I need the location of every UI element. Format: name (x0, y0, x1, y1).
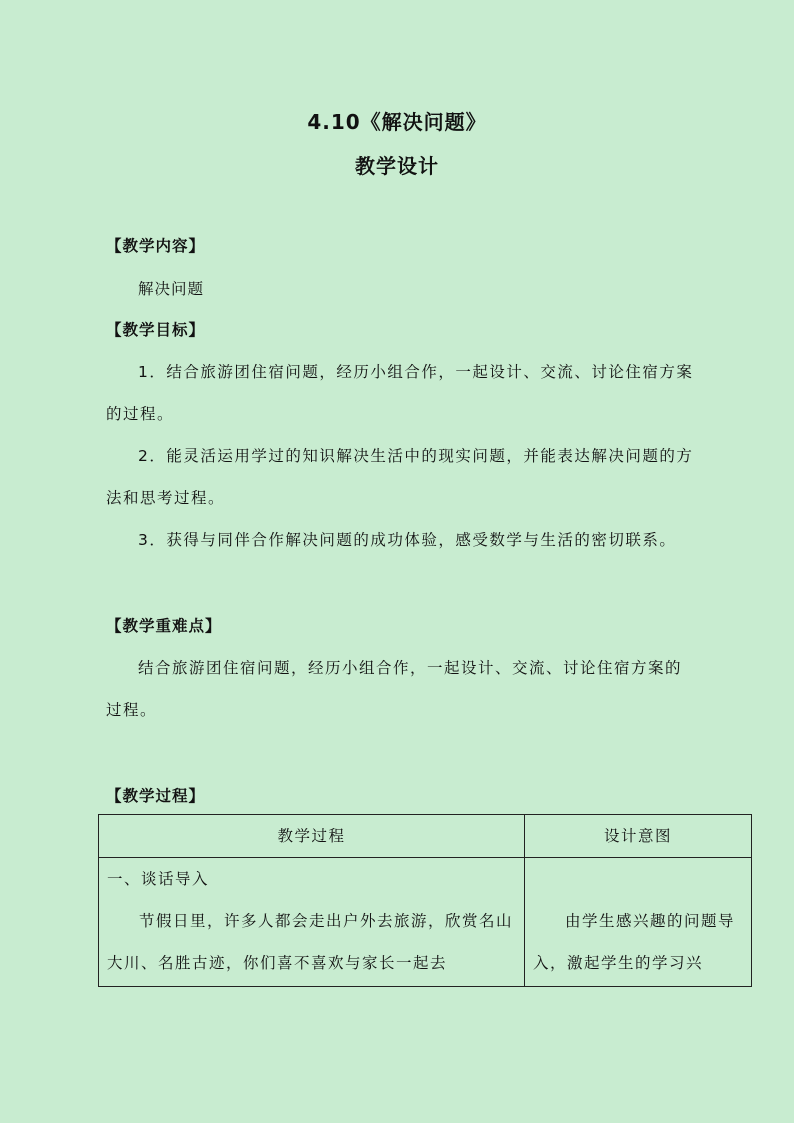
goal-item-2: 2．能灵活运用学过的知识解决生活中的现实问题，并能表达解决问题的方法和思考过程。 (106, 447, 694, 507)
step-text: 节假日里，许多人都会走出户外去旅游，欣赏名山大川、名胜古迹，你们喜不喜欢与家长一起去 (107, 912, 514, 972)
content-text: 解决问题 (138, 280, 205, 298)
table-row (99, 858, 752, 987)
section-heading-key-points: 【教学重难点】 (106, 617, 222, 635)
intent-cell (525, 858, 752, 987)
goal-item-3: 3．获得与同伴合作解决问题的成功体验，感受数学与生活的密切联系。 (138, 531, 677, 549)
section-heading-goals: 【教学目标】 (106, 321, 206, 339)
section-heading-content: 【教学内容】 (106, 237, 206, 255)
goal-item-1: 1．结合旅游团住宿问题，经历小组合作，一起设计、交流、讨论住宿方案的过程。 (106, 363, 694, 423)
document-subtitle: 教学设计 (355, 154, 439, 178)
section-heading-process: 【教学过程】 (106, 787, 206, 805)
process-table (98, 814, 752, 987)
document-title: 4.10《解决问题》 (307, 110, 487, 134)
table-header-row (99, 815, 752, 858)
key-points-text: 结合旅游团住宿问题，经历小组合作，一起设计、交流、讨论住宿方案的过程。 (106, 659, 683, 719)
table-header-intent: 设计意图 (525, 815, 752, 858)
process-cell (99, 858, 525, 987)
table-header-process: 教学过程 (99, 815, 525, 858)
intent-text: 由学生感兴趣的问题导入，激起学生的学习兴 (533, 912, 736, 972)
step-title: 一、谈话导入 (107, 870, 210, 888)
